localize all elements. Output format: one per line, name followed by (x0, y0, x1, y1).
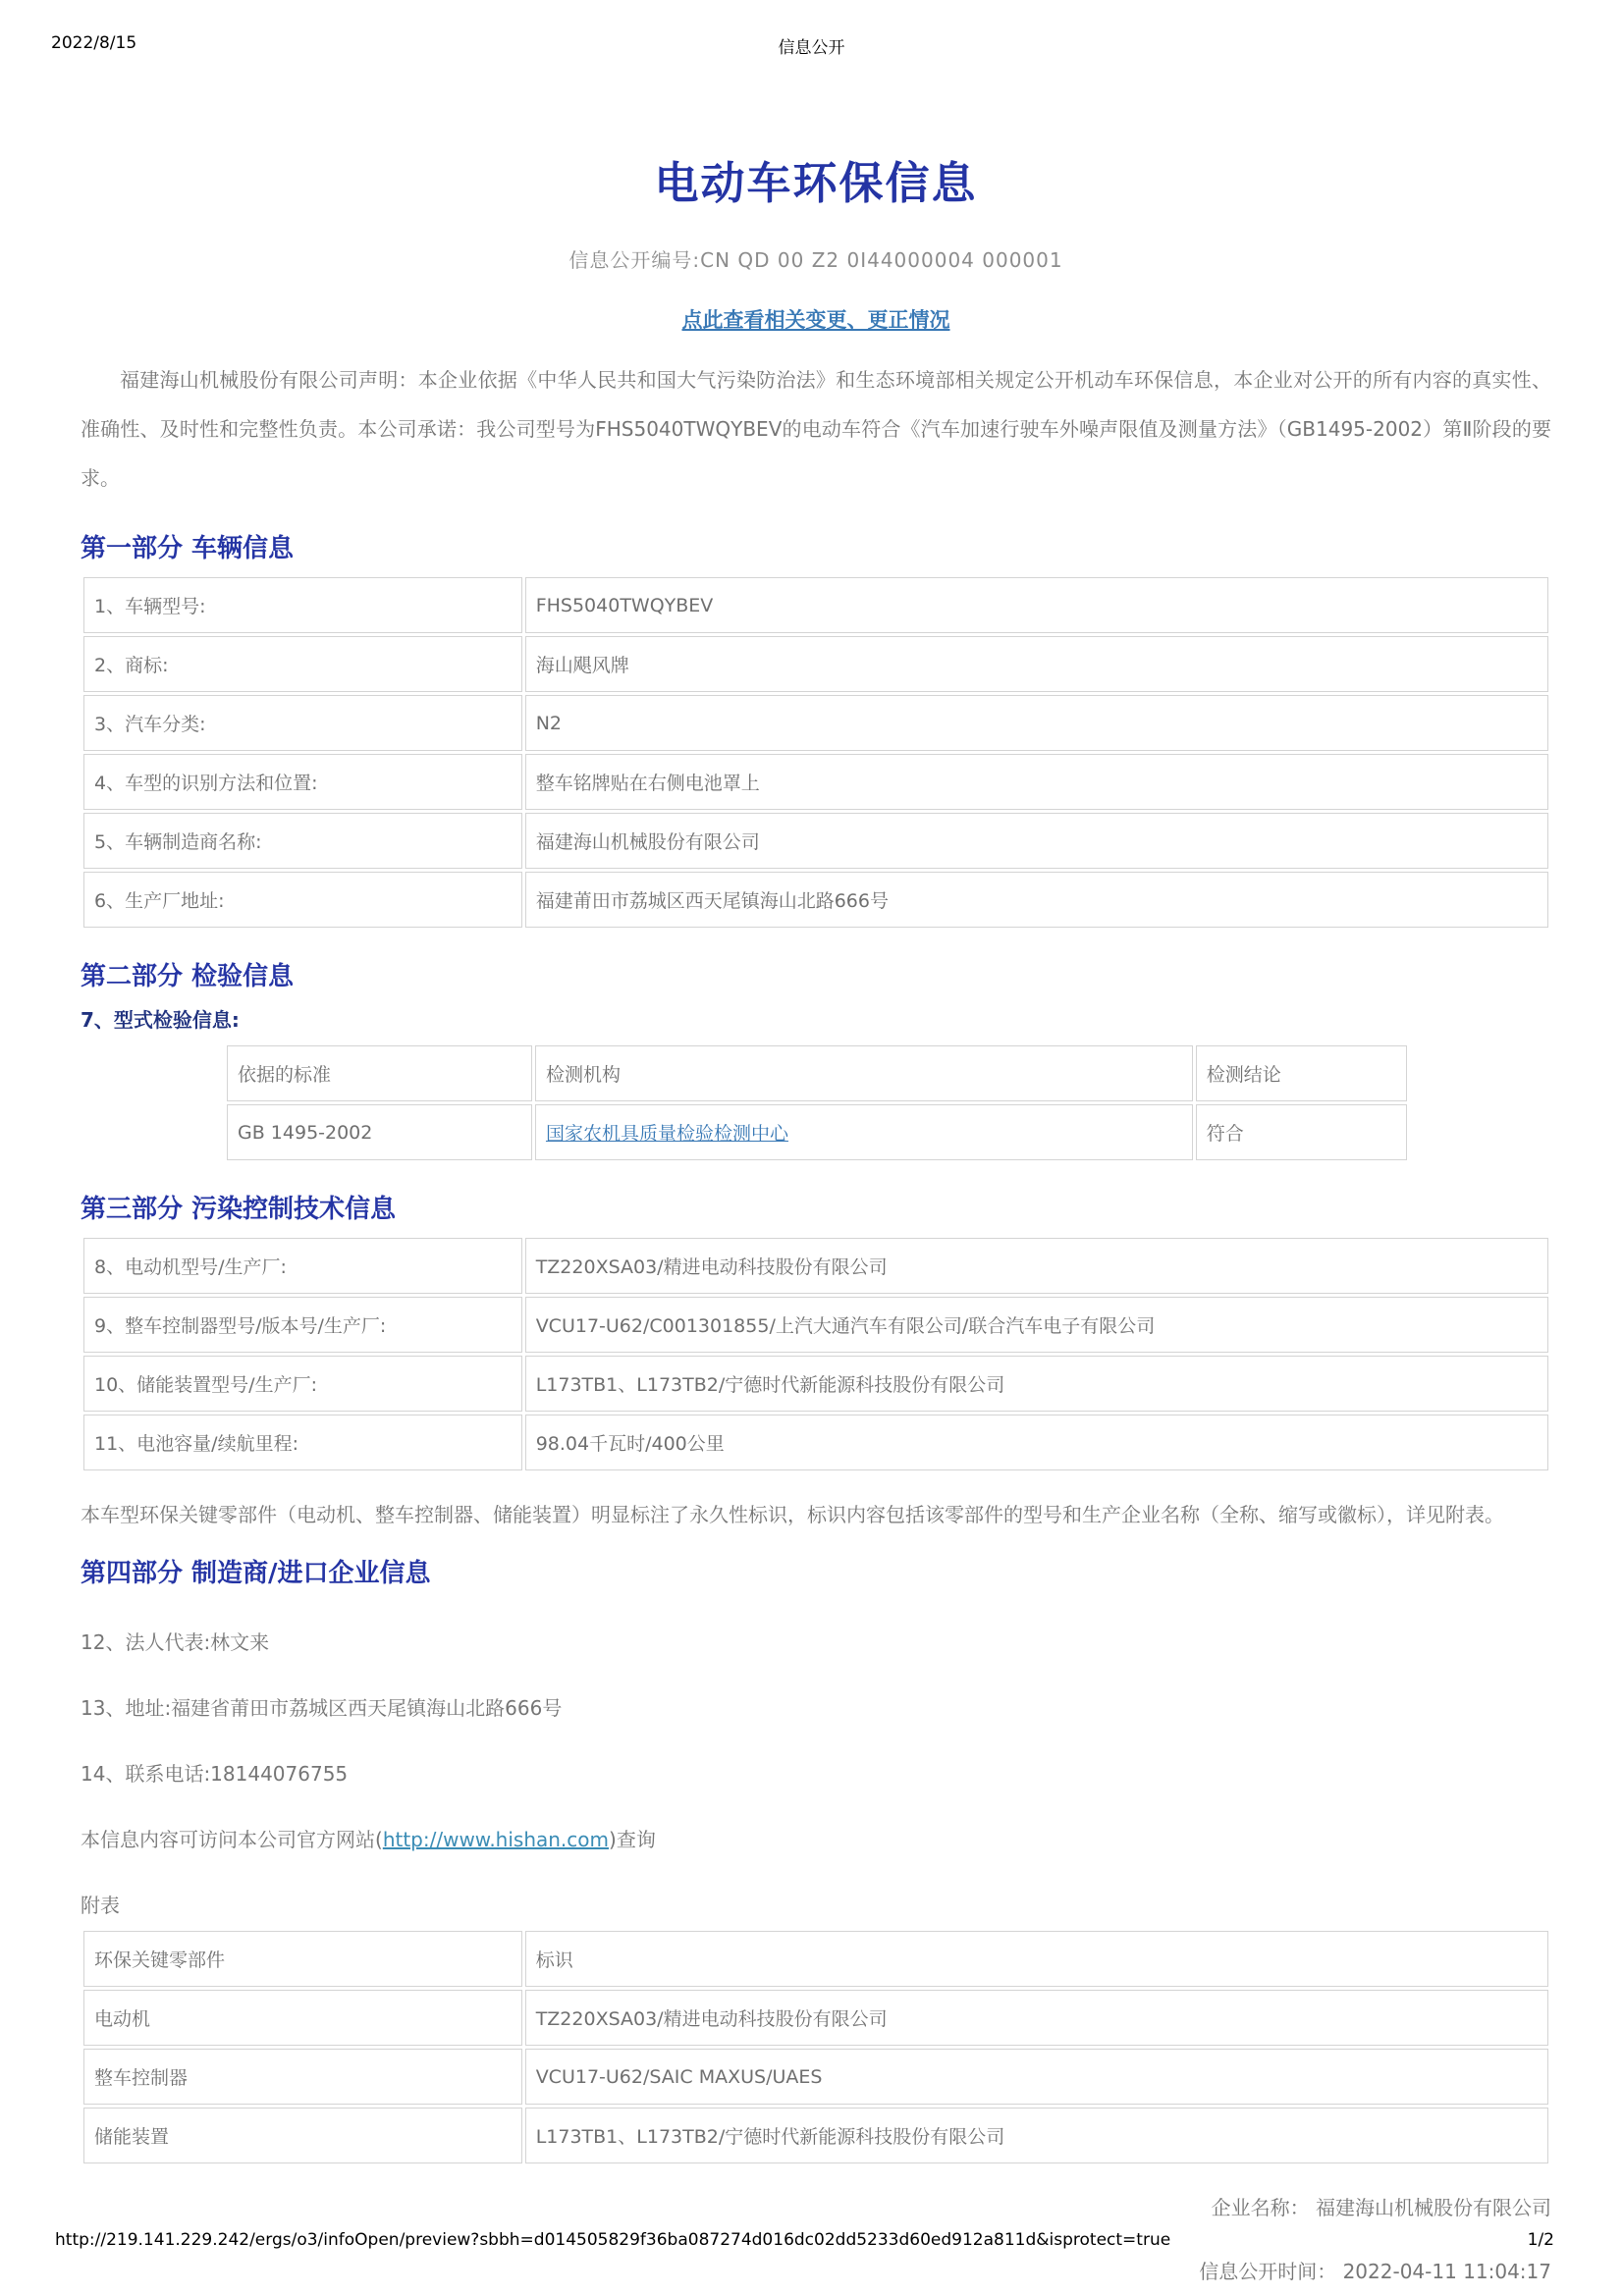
table-row (83, 2108, 1548, 2163)
row-value: 海山飓风牌 (525, 636, 1548, 692)
website-line (81, 1824, 1551, 1852)
row-value: VCU17-U62/C001301855/上汽大通汽车有限公司/联合汽车电子有限公司 (525, 1297, 1548, 1353)
website-prefix: 本信息内容可访问本公司官方网站( (81, 1828, 383, 1851)
mark-cell: L173TB1、L173TB2/宁德时代新能源科技股份有限公司 (525, 2108, 1548, 2163)
page-number: 1/2 (1527, 2230, 1554, 2250)
column-header: 检测机构 (535, 1045, 1193, 1101)
row-value: 福建莆田市荔城区西天尾镇海山北路666号 (525, 872, 1548, 928)
table-row (83, 2049, 1548, 2105)
section3-title: 第三部分 污染控制技术信息 (81, 1195, 397, 1224)
column-header: 环保关键零部件 (83, 1931, 522, 1987)
row-label: 9、整车控制器型号/版本号/生产厂: (83, 1297, 522, 1353)
view-changes-link[interactable]: 点此查看相关变更、更正情况 (681, 308, 950, 332)
table-header-row (227, 1045, 1407, 1101)
table-row (83, 754, 1548, 810)
row-label: 1、车辆型号: (83, 577, 522, 633)
row-value: 98.04千瓦时/400公里 (525, 1415, 1548, 1470)
document-body (81, 0, 1551, 2284)
row-value: 整车铭牌贴在右侧电池罩上 (525, 754, 1548, 810)
table-row (83, 1356, 1548, 1412)
part-cell: 整车控制器 (83, 2049, 522, 2105)
row-label: 4、车型的识别方法和位置: (83, 754, 522, 810)
website-suffix: )查询 (609, 1828, 656, 1851)
part-cell: 电动机 (83, 1990, 522, 2046)
section2-title: 第二部分 检验信息 (81, 962, 295, 991)
row-label: 5、车辆制造商名称: (83, 813, 522, 869)
row-label: 3、汽车分类: (83, 695, 522, 751)
print-page-title: 信息公开 (778, 38, 845, 58)
row-value: N2 (525, 695, 1548, 751)
column-header: 检测结论 (1196, 1045, 1407, 1101)
company-name-signoff: 企业名称： 福建海山机械股份有限公司 (1211, 2196, 1551, 2219)
mark-cell: TZ220XSA03/精进电动科技股份有限公司 (525, 1990, 1548, 2046)
change-link-line (81, 304, 1551, 334)
permanent-marking-note: 本车型环保关键零部件（电动机、整车控制器、储能装置）明显标注了永久性标识，标识内容包括该零部件的型号和生产企业名称（全称、缩写或徽标），详见附表。 (81, 1503, 1504, 1526)
column-header: 标识 (525, 1931, 1548, 1987)
standard-cell: GB 1495-2002 (227, 1104, 532, 1160)
column-header: 依据的标准 (227, 1045, 532, 1101)
vehicle-info-table (81, 574, 1551, 931)
table-row (83, 1297, 1548, 1353)
mark-cell: VCU17-U62/SAIC MAXUS/UAES (525, 2049, 1548, 2105)
agency-cell (535, 1104, 1193, 1160)
pollution-control-table (81, 1235, 1551, 1473)
table-header-row (83, 1931, 1548, 1987)
conclusion-cell: 符合 (1196, 1104, 1407, 1160)
appendix-label: 附表 (81, 1894, 120, 1917)
row-value: FHS5040TWQYBEV (525, 577, 1548, 633)
print-date: 2022/8/15 (51, 33, 137, 53)
section4-title: 第四部分 制造商/进口企业信息 (81, 1559, 431, 1588)
table-row (83, 577, 1548, 633)
row-value: 福建海山机械股份有限公司 (525, 813, 1548, 869)
row-label: 10、储能装置型号/生产厂: (83, 1356, 522, 1412)
source-url: http://219.141.229.242/ergs/o3/infoOpen/preview?sbbh=d014505829f36ba087274d016dc02dd5233d60ed912a811d&isprotect=true (55, 2230, 1171, 2250)
row-label: 6、生产厂地址: (83, 872, 522, 928)
print-footer (55, 2230, 1554, 2254)
table-row (83, 1238, 1548, 1294)
company-declaration: 福建海山机械股份有限公司声明：本企业依据《中华人民共和国大气污染防治法》和生态环境部相关规定公开机动车环保信息，本企业对公开的所有内容的真实性、准确性、及时性和完整性负责。本公司承诺：我公司型号为FHS5040TWQYBEV的电动车符合《汽车加速行驶车外噪声限值及测量方法》（GB1495-2002）第Ⅱ阶段的要求。 (81, 368, 1551, 490)
row-value: L173TB1、L173TB2/宁德时代新能源科技股份有限公司 (525, 1356, 1548, 1412)
inspection-agency-link[interactable]: 国家农机具质量检验检测中心 (545, 1123, 788, 1145)
table-row (227, 1104, 1407, 1160)
table-row (83, 1415, 1548, 1470)
part-cell: 储能装置 (83, 2108, 522, 2163)
table-row (83, 636, 1548, 692)
type-inspection-subtitle: 7、型式检验信息: (81, 1008, 240, 1032)
table-row (83, 1990, 1548, 2046)
row-label: 2、商标: (83, 636, 522, 692)
section1-title: 第一部分 车辆信息 (81, 534, 295, 563)
address-item: 13、地址:福建省莆田市荔城区西天尾镇海山北路666号 (81, 1696, 563, 1720)
row-value: TZ220XSA03/精进电动科技股份有限公司 (525, 1238, 1548, 1294)
company-website-link[interactable]: http://www.hishan.com (382, 1828, 610, 1851)
inspection-table (224, 1042, 1410, 1163)
disclosure-number: 信息公开编号:CN QD 00 Z2 0I44000004 000001 (568, 248, 1063, 272)
appendix-table (81, 1928, 1551, 2166)
table-row (83, 813, 1548, 869)
row-label: 11、电池容量/续航里程: (83, 1415, 522, 1470)
table-row (83, 695, 1548, 751)
legal-representative-item: 12、法人代表:林文来 (81, 1630, 270, 1654)
phone-item: 14、联系电话:18144076755 (81, 1762, 349, 1786)
disclosure-time: 信息公开时间： 2022-04-11 11:04:17 (1199, 2260, 1551, 2283)
table-row (83, 872, 1548, 928)
row-label: 8、电动机型号/生产厂: (83, 1238, 522, 1294)
page-title: 电动车环保信息 (654, 157, 978, 209)
